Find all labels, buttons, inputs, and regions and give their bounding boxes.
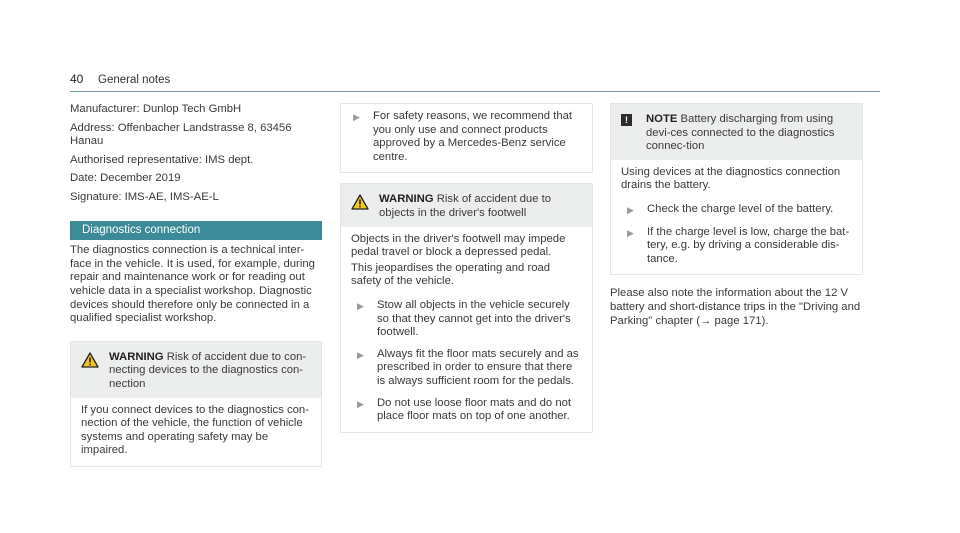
list-item: ▶ Always fit the floor mats securely and as prescribed in order to ensure that there is always sufficient room for the pedals. (351, 348, 582, 389)
warning-title: Risk of accident due to con-necting devices to the diagnostics con-nection (109, 350, 307, 390)
warning-paragraph: Objects in the driver's footwell may impede pedal travel or block a depressed pedal. (351, 232, 566, 259)
warning-paragraph: This jeopardises the operating and road safety of the vehicle. (351, 261, 551, 288)
column-3 (610, 103, 863, 328)
note-body: Using devices at the diagnostics connection drains the battery. (621, 165, 841, 192)
warning-header (71, 342, 321, 398)
warning-header (341, 184, 592, 226)
signature-line: Signature: IMS-AE, IMS-AE-L (70, 190, 219, 203)
date-line: Date: December 2019 (70, 172, 181, 185)
column-1 (70, 103, 322, 467)
note-header (611, 104, 862, 160)
list-item: ▶ Do not use loose floor mats and do not place floor mats on top of one another. (351, 397, 582, 424)
representative-line: Authorised representative: IMS dept. (70, 153, 254, 166)
bullet-triangle-icon: ▶ (627, 204, 634, 215)
page-number: 40 (70, 72, 84, 86)
section-title: General notes (98, 74, 171, 86)
note-box-battery (610, 103, 863, 275)
diagnostics-connection-heading: Diagnostics connection (70, 221, 322, 241)
exclamation-icon: ! (621, 114, 632, 126)
warning-box-diagnostics (70, 341, 322, 467)
bullet-triangle-icon: ▶ (353, 112, 360, 122)
list-item: ▶ Stow all objects in the vehicle securely so that they cannot get into the driver's footwell. (351, 299, 582, 340)
warning-triangle-icon (81, 352, 99, 368)
bullet-triangle-icon: ▶ (357, 349, 364, 360)
header-rule (70, 91, 880, 92)
cross-reference-text: Please also note the information about the 12 V battery and short-distance trips in the "Driving and Parking" chapter (→ page 171). (610, 287, 861, 327)
bullet-triangle-icon: ▶ (357, 398, 364, 409)
list-item: ▶ Check the charge level of the battery. (621, 203, 852, 218)
warning-label: WARNING (109, 350, 164, 363)
safety-recommendation-box (340, 103, 593, 173)
bullet-triangle-icon: ▶ (627, 227, 634, 238)
note-title: Battery discharging from using devi-ces connected to the diagnostics connec-tion (646, 113, 835, 153)
warning-box-footwell (340, 183, 593, 432)
list-item: ▶ If the charge level is low, charge the bat-tery, e.g. by driving a considerable dis-tance. (621, 226, 852, 267)
warning-triangle-icon (351, 194, 369, 210)
warning-body: If you connect devices to the diagnostics con-nection of the vehicle, the function of vehicle systems and operating safety may be impaired. (81, 403, 309, 457)
note-label: NOTE (646, 113, 678, 125)
manufacturer-line: Manufacturer: Dunlop Tech GmbH (70, 103, 242, 115)
warning-title: Risk of accident due to objects in the driver's footwell (379, 193, 552, 219)
diagnostics-connection-body: The diagnostics connection is a technical inter-face in the vehicle. It is used, for example, during repair and maintenance work or for reading out vehicle data in a specialist workshop. Diagnostic devices should therefore only be connected in a qualified specialist workshop. (70, 244, 315, 325)
list-item: ▶ For safety reasons, we recommend that you only use and connect products approved by a Mercedes-Benz service centre. (347, 110, 582, 164)
column-2 (340, 103, 593, 433)
address-line: Address: Offenbacher Landstrasse 8, 63456 Hanau (70, 121, 292, 148)
warning-label: WARNING (379, 193, 434, 206)
bullet-triangle-icon: ▶ (357, 300, 364, 311)
